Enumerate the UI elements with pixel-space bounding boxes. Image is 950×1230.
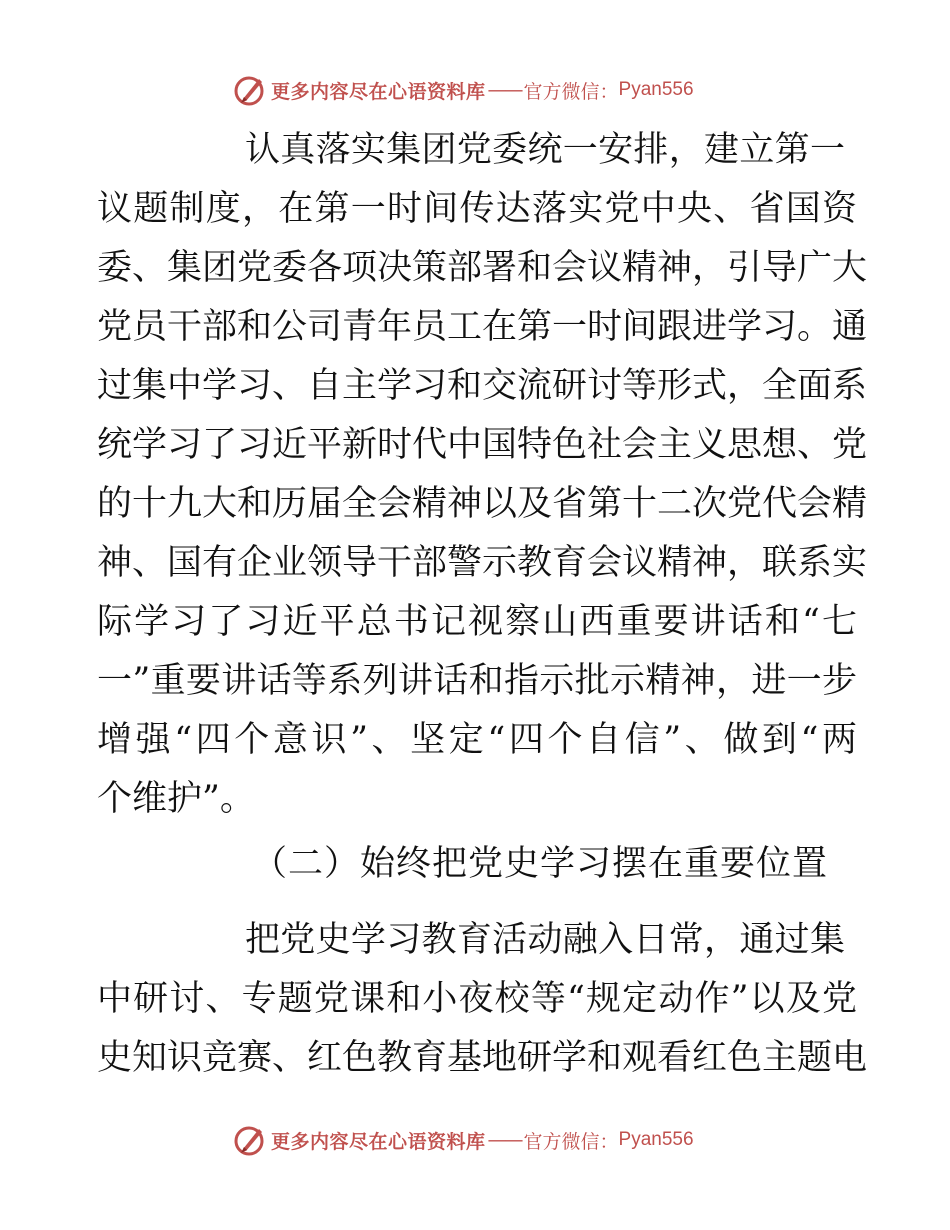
header-watermark xyxy=(233,72,694,108)
watermark-separator: —— xyxy=(487,1129,522,1151)
text-line: 过集中学习、自主学习和交流研讨等形式，全面系 xyxy=(97,366,868,406)
watermark-wechat-id: Pyan556 xyxy=(618,1129,694,1150)
text-line: 统学习了习近平新时代中国特色社会主义思想、党 xyxy=(97,425,868,465)
watermark-separator: —— xyxy=(487,79,522,101)
text-line: 际学习了习近平总书记视察山西重要讲话和“七 xyxy=(97,602,857,642)
watermark-site-name: 更多内容尽在心语资料库 xyxy=(271,80,486,103)
footer-watermark xyxy=(233,1122,694,1158)
quill-pen-circle-icon xyxy=(233,73,267,107)
text-line: 一”重要讲话等系列讲话和指示批示精神，进一步 xyxy=(97,661,857,701)
text-line: 神、国有企业领导干部警示教育会议精神，联系实 xyxy=(97,543,868,583)
watermark-wechat-label: 官方微信： xyxy=(523,1130,619,1153)
quill-pen-circle-icon xyxy=(233,1123,267,1157)
text-line: 中研讨、专题党课和小夜校等“规定动作”以及党 xyxy=(97,979,857,1019)
text-line: 史知识竞赛、红色教育基地研学和观看红色主题电 xyxy=(97,1038,868,1078)
watermark-wechat-id: Pyan556 xyxy=(618,79,694,100)
watermark-wechat-label: 官方微信： xyxy=(523,80,619,103)
text-line: 把党史学习教育活动融入日常，通过集 xyxy=(245,920,845,960)
text-line: 个维护”。 xyxy=(97,779,255,819)
text-line: 议题制度，在第一时间传达落实党中央、省国资 xyxy=(97,189,857,229)
text-line: 委、集团党委各项决策部署和会议精神，引导广大 xyxy=(97,248,868,288)
text-line: 认真落实集团党委统一安排，建立第一 xyxy=(245,130,845,170)
text-line: 的十九大和历届全会精神以及省第十二次党代会精 xyxy=(97,484,868,524)
watermark-site-name: 更多内容尽在心语资料库 xyxy=(271,1130,486,1153)
text-line: 党员干部和公司青年员工在第一时间跟进学习。通 xyxy=(97,307,868,347)
section-heading: （二）始终把党史学习摆在重要位置 xyxy=(252,844,829,884)
text-line: 增强“四个意识”、坚定“四个自信”、做到“两 xyxy=(97,720,857,760)
